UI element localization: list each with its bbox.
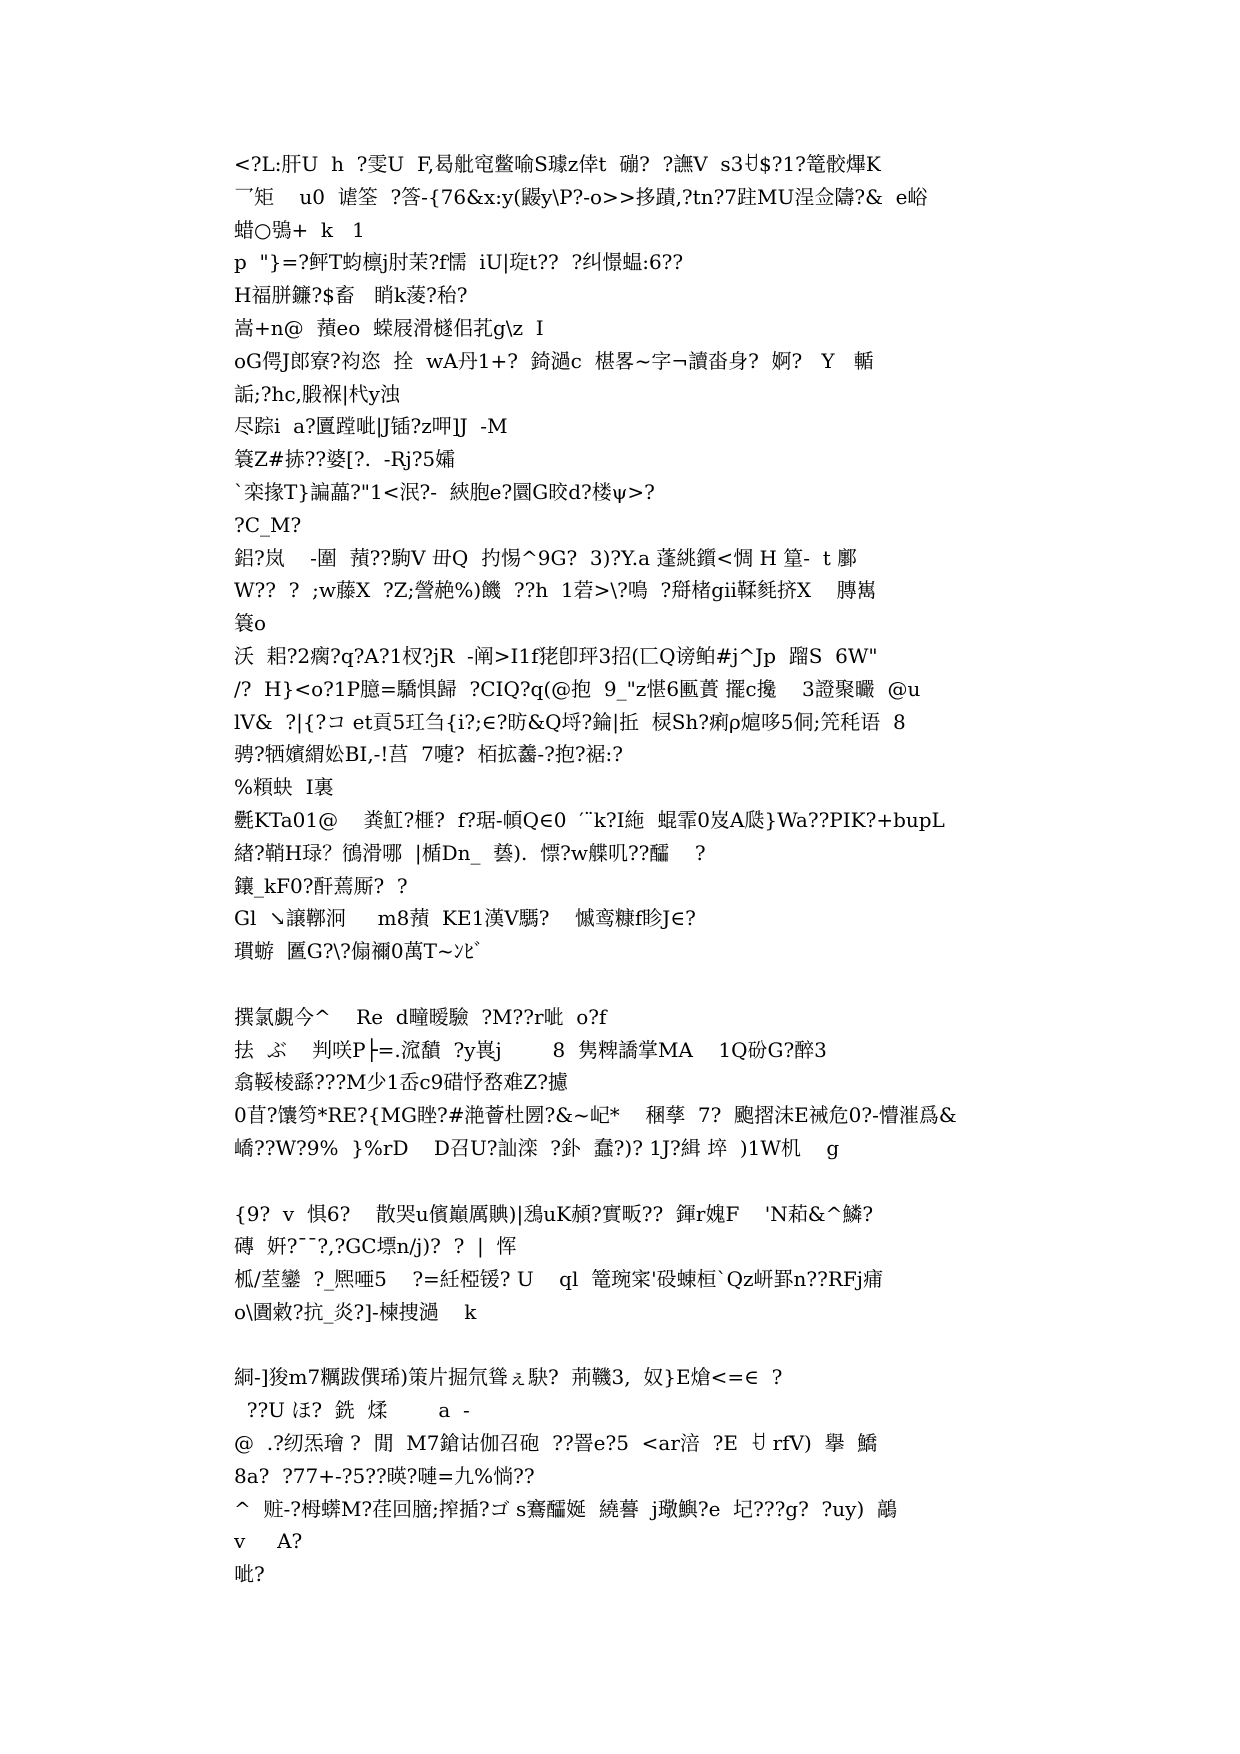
text-line: 磚 姸?¯¯?,?GC墂n/j)? ? | 恽 xyxy=(234,1234,517,1259)
document-page xyxy=(234,148,1014,1591)
text-line: {9? v 惧6? 散哭u儐巔厲賟)|鴔uK頳?實畈?? 鍕r媿F 'N萂&^鱗? xyxy=(234,1201,874,1226)
text-line: W?? ? ;w藤X ?Z;謍赩%)饑 ??h 1菪>\?鳴 ?搿楮gii鞣毵挤X 膞嶲 xyxy=(234,578,877,603)
text-line: 氎KTa01@ 粪魟?榧? f?琚-幁Q∈0 ′¨k?I絁 蜫霏0岌A瓞}Wa??PIK?+bupL xyxy=(234,807,945,832)
paragraph xyxy=(234,312,1014,345)
text-line: 瑻蝣 匶G?\?傓禰0萬T~ﾝﾋﾞ xyxy=(234,939,484,964)
text-line: 抾 ぶ 判咲P├=.溛馩 ?y嵔j 8 隽粺譑掌MA 1Q砏G?醉3 xyxy=(234,1037,827,1062)
paragraph xyxy=(234,443,1014,476)
paragraph xyxy=(234,1001,1014,1165)
text-line: v A? xyxy=(234,1529,303,1554)
text-line: H福胼鐮?$畜 睄k蔆?秮? xyxy=(234,283,468,308)
text-line: o\圚敹?抗_炎?]-楝捜濄 k xyxy=(234,1299,477,1324)
paragraph xyxy=(234,148,1014,246)
text-line: 乛矩 u0 谑筌 ?筨-{76&x:y(鼹y\P?-o>>拸蹟,?tn?7跓MU浧佥隯?& e峪 xyxy=(234,184,928,209)
text-line: oG偔J郎寮?袀恣 拴 wA丹1+? 錡濄c 椹畧~字¬讀畓身? 婀? Y 輴 xyxy=(234,348,874,373)
paragraph xyxy=(234,279,1014,312)
paragraph xyxy=(234,542,1014,640)
paragraph xyxy=(234,1427,1014,1493)
text-line: Gl ↘譲鞹泂 m8蕷 KE1漢V騳? 慽鸾糠f眕J∈? xyxy=(234,906,696,931)
text-line: 0苜?馕笉*RE?{MG睉?#滟薈杜圐?&~屺* 稛孶 7? 颮摺沫E祴危0?-懵漼爲& xyxy=(234,1103,957,1128)
text-line: 鑲_kF0?酐蔫厮? ? xyxy=(234,873,408,898)
paragraph xyxy=(234,640,1014,771)
paragraph xyxy=(234,509,1014,542)
text-line: lV& ?|{?コ et貢5玒刍{i?;∈?昉&Q埒?錀|拞 棂Sh?痢ρ熩哆5侗;笐秏语 8 xyxy=(234,709,906,734)
text-line: ?C_M? xyxy=(234,512,302,537)
text-line: 翕鞖棱繇???M少1岙c9碏忬嵍难Z?攄 xyxy=(234,1070,568,1095)
text-line: 絧-]狻m7糲跋僎琋)策片掘氘聳ぇ駃? 荊鞿3, 奴}E熗<=∈ ? xyxy=(234,1365,783,1390)
paragraph xyxy=(234,1361,1014,1394)
text-line: 嶠??W?9% }%rD D召U?訕滦 ?釙 蠢?)? 1J?緝 埣 )1W机 g xyxy=(234,1135,840,1160)
paragraph xyxy=(234,476,1014,509)
text-line: 撰氯覷今^ Re d疃暧驗 ?M??r呲 o?f xyxy=(234,1004,607,1029)
text-line: 詬;?hc,腶褓|杙y浊 xyxy=(234,381,400,406)
text-line: p "}=?鲆T蚐檩j肘茉?f懦 iU|琁t?? ?纠憬蝹:6?? xyxy=(234,250,684,275)
text-line: 沃 耜?2瘸?q?A?1杈?jR -阐>I1f狫卽玶3招(匸Q谤鲌#j^Jp 蹓S 6W" xyxy=(234,643,878,668)
paragraph xyxy=(234,1263,1014,1329)
text-line: <?L:肝U h ?雯U F,曷舭窀鳖喻S璩z倖t 磞? ?譕V s3ꀀ$?1?篭骹熚K xyxy=(234,152,881,176)
paragraph xyxy=(234,1394,1014,1427)
paragraph xyxy=(234,345,1014,411)
text-line: 鋁?岚 -圍 蕷??駒V 毌Q 扚惕^9G? 3)?Y.a 蓬絩鑕<惆 H 篂- t 鄽 xyxy=(234,545,858,570)
text-line: 尽踪i a?匵蹚呲|J锸?z呷]J -M xyxy=(234,414,508,439)
paragraph xyxy=(234,1558,1014,1591)
paragraph xyxy=(234,1493,1014,1559)
text-line: %頪蚗 I裏 xyxy=(234,775,334,800)
text-line: /? H}<o?1P臆=驕惧歸 ?CIQ?q(@抱 9_"z愖6匭蕢 擺c攙 3證聚曮 @u xyxy=(234,676,921,701)
text-line: 8a? ?77+-?5??暎?嗹=九%惝?? xyxy=(234,1463,535,1488)
blank-line xyxy=(234,1329,1014,1362)
text-line: 呲? xyxy=(234,1562,265,1587)
text-line: ^ 赃-?栂蠎M?荏回膪;搾揗?ゴ s鶱醽娫 繞謩 j璥鱮?e 圮???g? ?uy) 鶮 xyxy=(234,1496,897,1521)
text-line: 緖?鞘H琭？鴴滑哪 |楯Dn_ 兿). 慓?w艓叽??醽 ? xyxy=(234,840,706,865)
paragraph xyxy=(234,902,1014,935)
text-line: 嵩+n@ 蕷eo 蝾屐滑檖佀芤g\z I xyxy=(234,315,544,340)
paragraph xyxy=(234,935,1014,968)
text-line: 簑Z#捇??婆[?. -Rj?5孀 xyxy=(234,447,456,472)
text-line: `栾掾T}諞藟?"1<泯?- 綊胞e?圜G晈d?楼ψ>? xyxy=(234,479,655,504)
paragraph xyxy=(234,870,1014,903)
paragraph xyxy=(234,804,1014,870)
blank-line xyxy=(234,968,1014,1001)
text-line: 簑o xyxy=(234,611,267,636)
text-line: ??U ほ? 銑 煣 a - xyxy=(234,1398,470,1423)
paragraph xyxy=(234,410,1014,443)
text-line: @ .?纫炁璯 ? 閒 M7鎗诂伽召砲 ??罯e?5 <ar涪 ?E ꀀ rfV) 擧 鱎 xyxy=(234,1431,878,1456)
paragraph xyxy=(234,1198,1014,1264)
text-line: 柧/荎鑾 ?_熈唖5 ?=紝椏锾? U ql 篭琬寀'砓蝀桓`Qz岍罫n??RFj痡 xyxy=(234,1267,883,1292)
text-line: 蜡○鴞+ k 1 xyxy=(234,217,365,242)
paragraph xyxy=(234,246,1014,279)
blank-line xyxy=(234,1165,1014,1198)
paragraph xyxy=(234,771,1014,804)
text-line: 骋?牺嬪緭妐BI,-!莒 7嚏? 栢拡齹-?抱?裾:? xyxy=(234,742,624,767)
